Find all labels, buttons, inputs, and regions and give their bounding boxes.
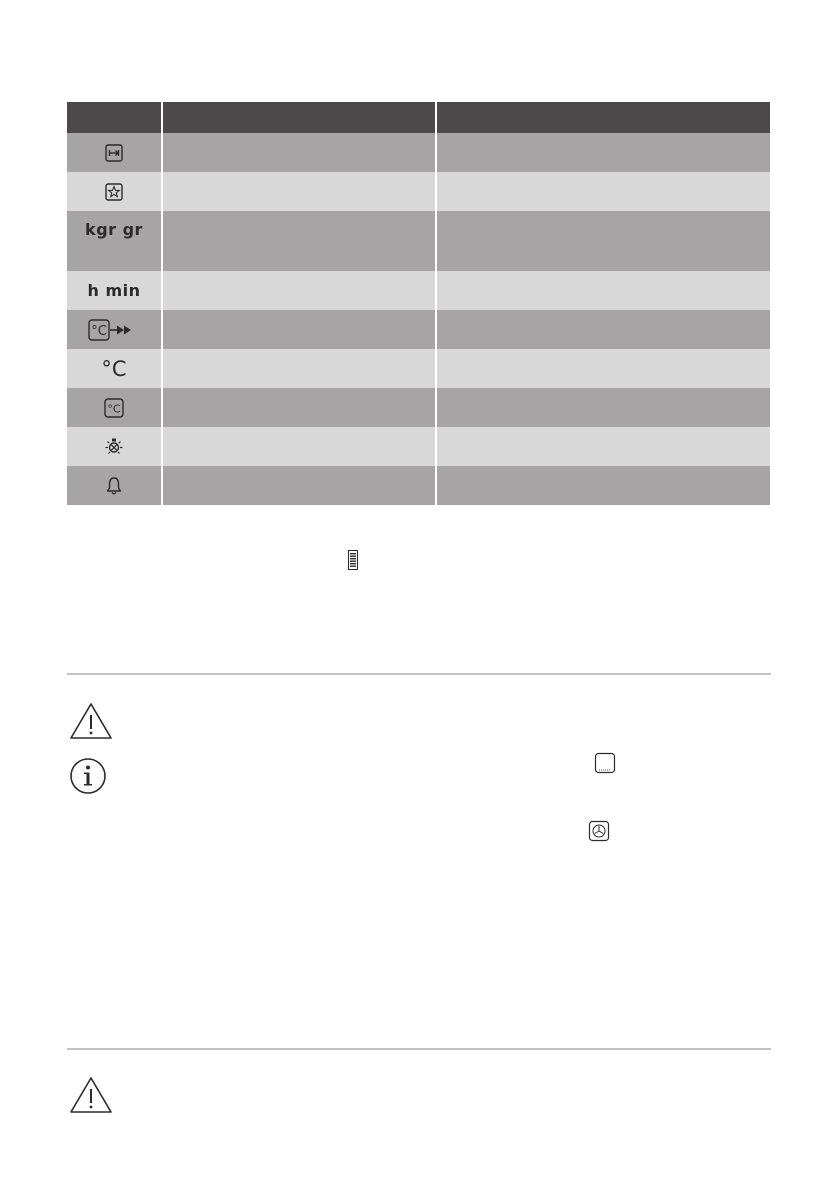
warning-icon	[69, 702, 113, 740]
description-cell	[436, 310, 770, 349]
section-divider	[67, 1048, 771, 1050]
fast-heat-up-icon	[88, 319, 140, 341]
table-row	[67, 172, 770, 211]
header-cell-symbol	[67, 102, 162, 133]
table-row	[67, 133, 770, 172]
name-cell	[162, 427, 436, 466]
core-temperature-icon	[104, 398, 124, 418]
description-cell	[436, 349, 770, 388]
name-cell	[162, 133, 436, 172]
header-cell-name	[162, 102, 436, 133]
table-row	[67, 427, 770, 466]
name-cell	[162, 172, 436, 211]
symbol-cell	[67, 271, 162, 310]
timer-end-icon	[105, 144, 123, 162]
display-symbols-table	[67, 102, 770, 505]
lamp-icon	[104, 437, 124, 457]
table-row	[67, 349, 770, 388]
symbol-cell	[67, 388, 162, 427]
symbol-cell	[67, 466, 162, 505]
table-row	[67, 466, 770, 505]
name-cell	[162, 271, 436, 310]
name-cell	[162, 310, 436, 349]
description-cell	[436, 211, 770, 271]
table-row	[67, 388, 770, 427]
symbol-cell	[67, 310, 162, 349]
weight-icon: kgr gr	[85, 220, 143, 239]
name-cell	[162, 466, 436, 505]
svg-text:°C: °C	[107, 402, 121, 416]
description-cell	[436, 271, 770, 310]
bell-icon	[105, 476, 123, 496]
header-cell-description	[436, 102, 770, 133]
table-row	[67, 271, 770, 310]
svg-text:°C: °C	[91, 323, 107, 339]
name-cell	[162, 211, 436, 271]
favourite-star-icon	[105, 183, 123, 201]
table-row	[67, 310, 770, 349]
description-cell	[436, 388, 770, 427]
name-cell	[162, 388, 436, 427]
warning-icon	[69, 1076, 113, 1114]
table-header-row	[67, 102, 770, 133]
time-icon: h min	[87, 281, 141, 300]
symbol-cell	[67, 211, 162, 271]
section-divider	[67, 673, 771, 675]
symbol-cell	[67, 172, 162, 211]
table-row	[67, 211, 770, 271]
degree-celsius-icon: °C	[101, 356, 127, 381]
description-cell	[436, 466, 770, 505]
information-icon	[69, 757, 107, 795]
description-cell	[436, 172, 770, 211]
name-cell	[162, 349, 436, 388]
heat-up-indicator-icon	[348, 550, 358, 570]
oven-function-square-icon	[594, 752, 616, 774]
symbol-cell	[67, 133, 162, 172]
description-cell	[436, 427, 770, 466]
symbol-cell	[67, 349, 162, 388]
fan-icon	[588, 820, 610, 842]
symbol-cell	[67, 427, 162, 466]
description-cell	[436, 133, 770, 172]
